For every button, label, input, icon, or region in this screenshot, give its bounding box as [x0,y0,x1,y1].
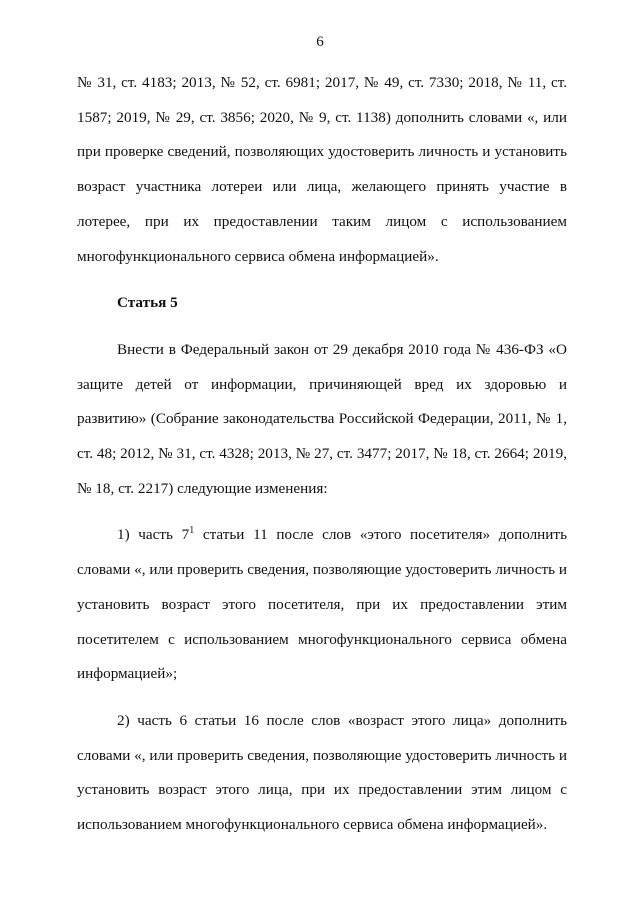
item-1-text-start: 1) часть 7 [117,526,190,544]
page-number: 6 [316,34,324,50]
paragraph-article-intro: Внести в Федеральный закон от 29 декабря 2010 года № 436-ФЗ «О защите детей от информации, причиняющей вред их здоровью и развитию» (Собрание законодательства Российской Федерации, 2011, № 1, ст. 48; 2012, № 31, ст. 4328; 2013, № 27, ст. 3477; 2017, № 18, ст. 2664; 2019, № 18, ст. 2217) следующие изменения: [77,340,567,497]
paragraph-amendment-continuation: № 31, ст. 4183; 2013, № 52, ст. 6981; 2017, № 49, ст. 7330; 2018, № 11, ст. 1587; 2019, № 29, ст. 3856; 2020, № 9, ст. 1138) дополнить словами «, или при проверке сведений, позволяющих удостоверить личность и установить возраст участника лотереи или лица, желающего принять участие в лотерее, при их предоставлении таким лицом с использованием многофункционального сервиса обмена информацией». [77,74,567,265]
item-1-superscript: 1 [189,525,195,537]
article-heading: Статья 5 [117,294,178,312]
paragraph-item-2: 2) часть 6 статьи 16 после слов «возраст этого лица» дополнить словами «, или проверить сведения, позволяющие удостоверить личность и установить возраст этого лица, при их предоставлении этим лицом с использованием многофункционального сервиса обмена информацией». [77,711,568,834]
item-1-text-rest: статьи 11 после слов «этого посетителя» дополнить словами «, или проверить сведения, позволяющие удостоверить личность и установить возраст этого посетителя, при их предоставлении этим посетителем с использованием многофункционального сервиса обмена информацией»; [77,526,568,683]
paragraph-item-1 [77,518,567,692]
document-body [77,66,567,843]
